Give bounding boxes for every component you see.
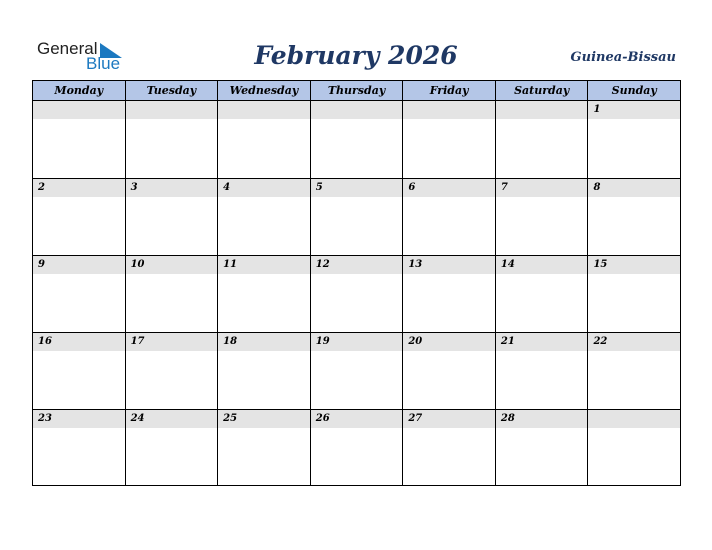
day-number: 19 bbox=[315, 336, 330, 347]
day-number: 15 bbox=[593, 259, 608, 270]
day-number: 18 bbox=[223, 336, 238, 347]
day-number: 12 bbox=[315, 259, 330, 270]
day-cell[interactable] bbox=[33, 101, 125, 178]
day-number: 9 bbox=[38, 259, 45, 270]
day-number: 28 bbox=[500, 413, 515, 424]
day-cell[interactable] bbox=[587, 256, 680, 332]
weekday-tuesday: Tuesday bbox=[125, 81, 218, 100]
day-number: 23 bbox=[38, 413, 52, 424]
day-cell[interactable] bbox=[33, 256, 125, 332]
day-cell[interactable] bbox=[495, 410, 588, 486]
day-number: 3 bbox=[130, 182, 138, 193]
day-cell[interactable] bbox=[310, 410, 403, 486]
day-cell[interactable] bbox=[125, 410, 218, 486]
day-number: 7 bbox=[500, 182, 508, 193]
day-cell[interactable] bbox=[217, 256, 310, 332]
day-cell[interactable] bbox=[587, 410, 680, 486]
day-cell[interactable] bbox=[495, 333, 588, 409]
week-row bbox=[33, 409, 680, 486]
day-number: 27 bbox=[408, 413, 423, 424]
day-number: 22 bbox=[593, 336, 608, 347]
day-cell[interactable] bbox=[33, 333, 125, 409]
weekday-header-row bbox=[33, 81, 680, 101]
calendar-grid bbox=[32, 80, 681, 486]
day-number: 6 bbox=[408, 182, 416, 193]
day-cell[interactable] bbox=[402, 333, 495, 409]
day-cell[interactable] bbox=[402, 179, 495, 255]
weekday-thursday: Thursday bbox=[310, 81, 403, 100]
day-number: 4 bbox=[223, 182, 231, 193]
day-cell[interactable] bbox=[217, 410, 310, 486]
day-cell[interactable] bbox=[495, 256, 588, 332]
day-number: 14 bbox=[500, 259, 515, 270]
day-number: 20 bbox=[408, 336, 423, 347]
day-number: 25 bbox=[223, 413, 238, 424]
day-cell[interactable] bbox=[310, 179, 403, 255]
day-number: 5 bbox=[315, 182, 323, 193]
logo-text-blue: Blue bbox=[86, 54, 121, 73]
day-number: 16 bbox=[38, 336, 52, 347]
day-cell[interactable] bbox=[217, 179, 310, 255]
day-number: 10 bbox=[130, 259, 145, 270]
weekday-wednesday: Wednesday bbox=[217, 81, 310, 100]
day-cell[interactable] bbox=[310, 101, 403, 178]
day-cell[interactable] bbox=[587, 101, 680, 178]
day-cell[interactable] bbox=[125, 179, 218, 255]
day-number: 1 bbox=[593, 104, 601, 115]
day-cell[interactable] bbox=[402, 256, 495, 332]
day-number: 24 bbox=[130, 413, 145, 424]
week-row bbox=[33, 101, 680, 178]
day-cell[interactable] bbox=[33, 179, 125, 255]
day-cell[interactable] bbox=[402, 410, 495, 486]
day-cell[interactable] bbox=[33, 410, 125, 486]
day-cell[interactable] bbox=[217, 333, 310, 409]
day-cell[interactable] bbox=[402, 101, 495, 178]
week-row bbox=[33, 332, 680, 409]
day-cell[interactable] bbox=[310, 256, 403, 332]
day-cell[interactable] bbox=[217, 101, 310, 178]
day-number: 11 bbox=[223, 259, 238, 270]
calendar-title: February 2026 bbox=[254, 41, 458, 70]
day-number: 21 bbox=[500, 336, 515, 347]
week-row bbox=[33, 255, 680, 332]
day-number: 17 bbox=[130, 336, 145, 347]
weekday-friday: Friday bbox=[402, 81, 495, 100]
day-number: 13 bbox=[408, 259, 423, 270]
day-cell[interactable] bbox=[495, 179, 588, 255]
day-cell[interactable] bbox=[495, 101, 588, 178]
day-cell[interactable] bbox=[125, 101, 218, 178]
country-name: Guinea-Bissau bbox=[570, 50, 676, 65]
week-row bbox=[33, 178, 680, 255]
logo-text-general: General bbox=[37, 39, 98, 58]
day-cell[interactable] bbox=[125, 256, 218, 332]
day-cell[interactable] bbox=[125, 333, 218, 409]
day-number: 8 bbox=[593, 182, 601, 193]
day-cell[interactable] bbox=[587, 179, 680, 255]
day-cell[interactable] bbox=[310, 333, 403, 409]
day-number: 26 bbox=[315, 413, 330, 424]
weekday-monday: Monday bbox=[54, 84, 104, 97]
weekday-sunday: Sunday bbox=[587, 81, 680, 100]
day-number: 2 bbox=[38, 182, 45, 193]
weekday-saturday: Saturday bbox=[495, 81, 588, 100]
day-cell[interactable] bbox=[587, 333, 680, 409]
